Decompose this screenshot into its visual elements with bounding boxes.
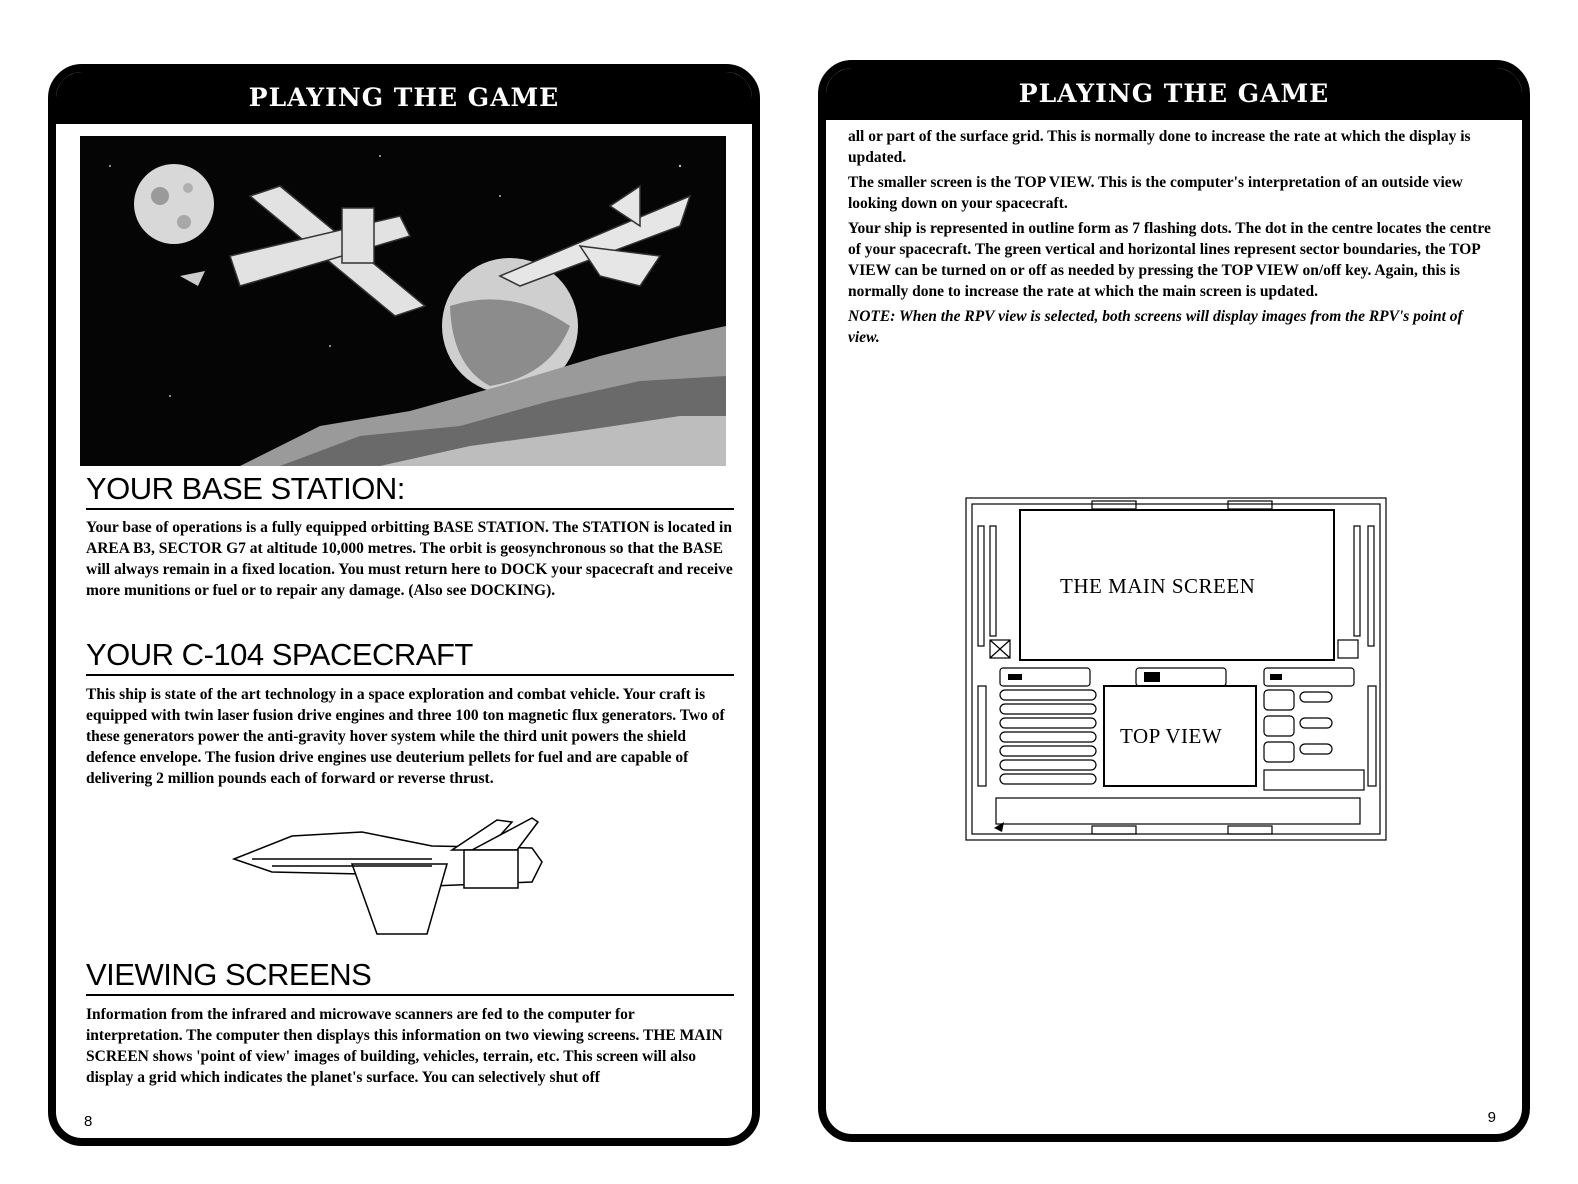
section-title-viewing-screens: VIEWING SCREENS	[86, 958, 734, 996]
page-banner: PLAYING THE GAME	[56, 72, 752, 124]
paragraph: all or part of the surface grid. This is normally done to increase the rate at which the display is updated.	[848, 128, 1471, 166]
right-page	[818, 60, 1530, 1142]
base-station-illustration	[80, 136, 726, 466]
paragraph: Your ship is represented in outline form as 7 flashing dots. The dot in the centre locates the centre of your spacecraft. The green vertical and horizontal lines represent sector boundaries, the TOP VIEW can be turned on or off as needed by pressing the TOP VIEW on/off key. Again, this is normally done to increase the rate at which the main screen is updated.	[848, 220, 1491, 300]
spacecraft-illustration	[232, 814, 552, 942]
rpv-note: NOTE: When the RPV view is selected, both screens will display images from the RPV's point of view.	[848, 308, 1463, 346]
top-view-label: TOP VIEW	[1120, 724, 1223, 748]
base-station-text: Your base of operations is a fully equipped orbitting BASE STATION. The STATION is located in AREA B3, SECTOR G7 at altitude 10,000 metres. The orbit is geosynchronous so that the BASE will always remain in a fixed location. You must return here to DOCK your spacecraft and receive more munitions or fuel or to repair any damage. (Also see DOCKING).	[86, 519, 733, 599]
left-page	[48, 64, 760, 1146]
right-page-text	[848, 126, 1498, 352]
cockpit-diagram	[964, 496, 1390, 846]
page-banner: PLAYING THE GAME	[826, 68, 1522, 120]
main-screen-label: THE MAIN SCREEN	[1060, 574, 1256, 598]
section-title-base-station: YOUR BASE STATION:	[86, 472, 734, 510]
page-number: 9	[1487, 1109, 1496, 1126]
page-number: 8	[84, 1113, 93, 1130]
section-title-spacecraft: YOUR C-104 SPACECRAFT	[86, 638, 734, 676]
paragraph: The smaller screen is the TOP VIEW. This is the computer's interpretation of an outside view looking down on your spacecraft.	[848, 174, 1463, 212]
spacecraft-text: This ship is state of the art technology in a space exploration and combat vehicle. Your craft is equipped with twin laser fusion drive engines and three 100 ton magnetic flux generators. Two of these generators power the anti-gravity hover system while the third unit powers the shield defence envelope. The fusion drive engines use deuterium pellets for fuel and are capable of delivering 2 million pounds each of forward or reverse thrust.	[86, 686, 725, 787]
viewing-screens-text: Information from the infrared and microwave scanners are fed to the computer for interpretation. The computer then displays this information on two viewing screens. THE MAIN SCREEN shows 'point of view' images of building, vehicles, terrain, etc. This screen will also display a grid which indicates the planet's surface. You can selectively shut off	[86, 1006, 723, 1086]
